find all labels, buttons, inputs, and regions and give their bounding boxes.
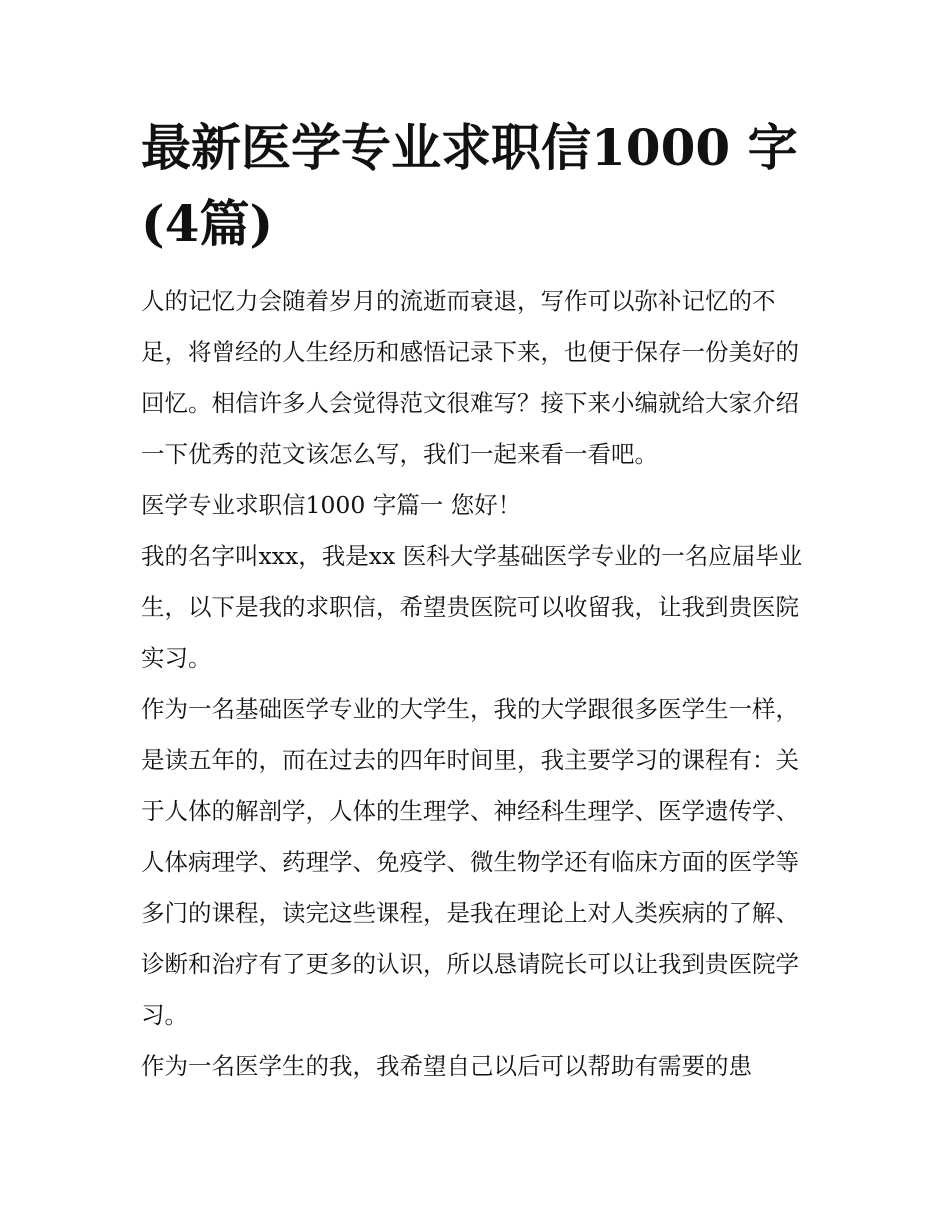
document-body	[141, 276, 813, 1092]
document-content	[141, 110, 813, 1092]
letter-heading-paragraph: 医学专业求职信1000 字篇一 您好！	[141, 491, 522, 519]
self-introduction-paragraph: 我的名字叫xxx，我是xx 医科大学基础医学专业的一名应届毕业生，以下是我的求职信，希望贵医院可以收留我，让我到贵医院实习。	[141, 542, 803, 672]
education-paragraph: 作为一名基础医学专业的大学生，我的大学跟很多医学生一样，是读五年的，而在过去的四年时间里，我主要学习的课程有：关于人体的解剖学，人体的生理学、神经科生理学、医学遗传学、人体病理学、药理学、免疫学、微生物学还有临床方面的医学等多门的课程，读完这些课程，是我在理论上对人类疾病的了解、诊断和治疗有了更多的认识，所以恳请院长可以让我到贵医院学习。	[141, 695, 799, 1029]
aspiration-paragraph: 作为一名医学生的我，我希望自己以后可以帮助有需要的患	[141, 1052, 752, 1080]
document-title: 最新医学专业求职信1000 字(4篇)	[141, 118, 798, 253]
intro-paragraph: 人的记忆力会随着岁月的流逝而衰退，写作可以弥补记忆的不足，将曾经的人生经历和感悟记录下来，也便于保存一份美好的回忆。相信许多人会觉得范文很难写？接下来小编就给大家介绍一下优秀的范文该怎么写，我们一起来看一看吧。	[141, 287, 799, 468]
